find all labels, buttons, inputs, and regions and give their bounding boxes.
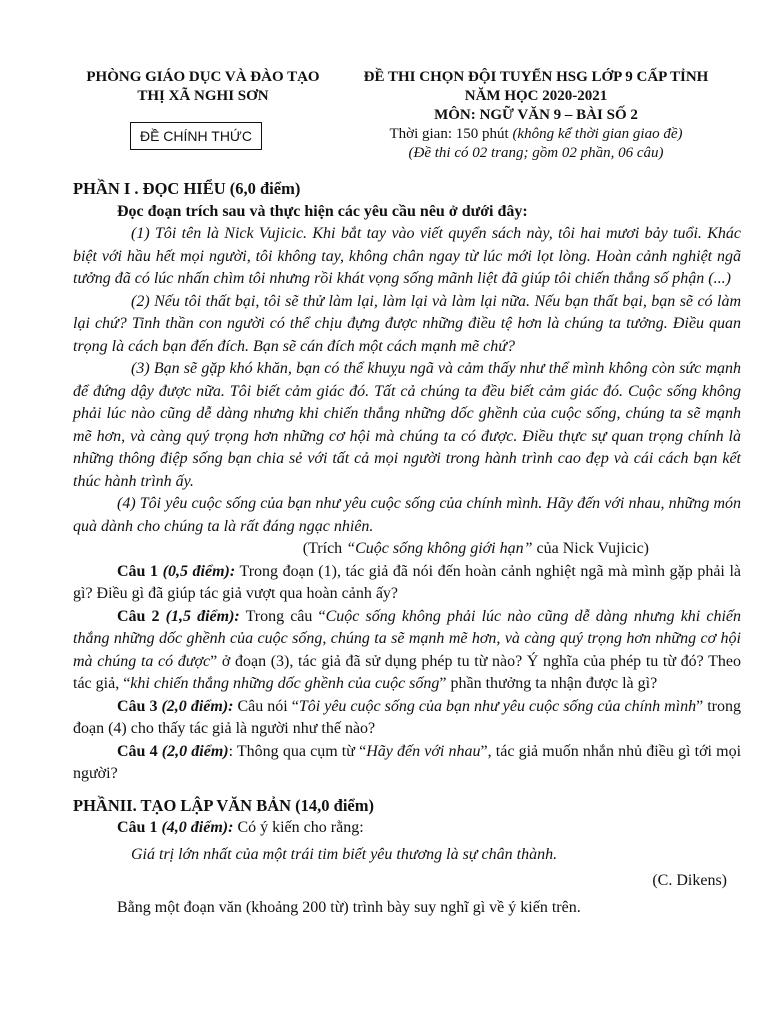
question-3-text-a: Câu nói “ xyxy=(233,697,299,715)
question-2-quote: Cuộc sống không phải lúc nào cũng dễ dàng nhưng khi chiến thắng những dốc ghềnh của cuộc sống, chúng ta sẽ mạnh mẽ hơn, và càng quý trọng hơn những cơ hội mà chúng ta có được xyxy=(73,607,741,670)
question-2-text-a: Trong câu “ xyxy=(239,607,326,625)
question-4-label: Câu 4 xyxy=(117,742,158,760)
question-4-text-a: : Thông qua cụm từ “ xyxy=(228,742,367,760)
question-4 xyxy=(73,741,741,786)
source-title: “Cuộc sống không giới hạn” xyxy=(346,540,533,557)
question-1 xyxy=(73,561,741,606)
part2-question-1-text: Có ý kiến cho rằng: xyxy=(233,819,364,836)
question-3-label: Câu 3 xyxy=(117,697,158,715)
passage-paragraph-2: (2) Nếu tôi thất bại, tôi sẽ thử làm lại, làm lại và làm lại nữa. Nếu bạn thất bại, bạn sẽ có làm lại chứ? Tinh thần con người có thể chịu đựng được những điều tệ hơn là chúng ta tưởng. Điều quan trọng là cách bạn đến đích. Bạn sẽ cán đích một cách mạnh mẽ chứ? xyxy=(73,292,741,355)
department-header xyxy=(62,68,344,106)
source-suffix: của Nick Vujicic) xyxy=(532,540,649,557)
subject-line: MÔN: NGỮ VĂN 9 – BÀI SỐ 2 xyxy=(434,107,638,123)
part2-question-1 xyxy=(73,817,741,840)
passage-paragraph-3: (3) Bạn sẽ gặp khó khăn, bạn có thể khuỵu ngã và cảm thấy như thể mình không còn sức mạnh để đứng dậy được nữa. Tôi biết cảm giác đó. Tất cả chúng ta đều biết cảm giác đó. Cuộc sống không phải lúc nào cũng dễ dàng nhưng khi chiến thắng những dốc ghềnh của cuộc sống, chúng ta sẽ mạnh mẽ hơn, và càng quý trọng hơn những cơ hội mà chúng ta có được. Điều thực sự quan trọng chính là những thông điệp sống bạn chia sẻ với tất cả mọi người trong hành trình cao đẹp và cái cách bạn kết thúc hành trình ấy. xyxy=(73,360,741,490)
town-name: THỊ XÃ NGHI SƠN xyxy=(137,88,269,104)
exam-title: ĐỀ THI CHỌN ĐỘI TUYỂN HSG LỚP 9 CẤP TỈNH xyxy=(363,69,709,85)
question-1-label: Câu 1 xyxy=(117,562,159,580)
opinion-quote: Giá trị lớn nhất của một trái tim biết yêu thương là sự chân thành. xyxy=(131,845,558,863)
question-1-points: (0,5 điểm): xyxy=(158,562,236,580)
question-2 xyxy=(73,606,741,696)
part2-title: PHẦNII. TẠO LẬP VĂN BẢN (14,0 điểm) xyxy=(73,795,374,815)
part1-title: PHẦN I . ĐỌC HIỂU (6,0 điểm) xyxy=(73,179,301,198)
exam-content xyxy=(73,178,741,919)
question-3-quote: Tôi yêu cuộc sống của bạn như yêu cuộc sống của chính mình xyxy=(298,697,697,715)
pages-note: (Đề thi có 02 trang; gồm 02 phần, 06 câu) xyxy=(408,145,664,161)
question-4-quote: Hãy đến với nhau xyxy=(366,742,481,760)
passage-paragraph-4: (4) Tôi yêu cuộc sống của bạn như yêu cuộc sống của chính mình. Hãy đến với nhau, những món quà dành cho chúng ta là rất đáng ngạc nhiên. xyxy=(73,495,741,535)
question-3 xyxy=(73,696,741,741)
quote-author: (C. Dikens) xyxy=(652,872,727,889)
question-4-text-b: ”, tác giả muốn nhắn nhủ điều gì tới mọi người? xyxy=(73,742,742,782)
time-prefix: Thời gian: 150 phút xyxy=(389,126,513,142)
exam-header xyxy=(316,68,756,163)
source-prefix: (Trích xyxy=(302,540,347,557)
question-2-quote-2: khi chiến thắng những dốc ghềnh của cuộc sống xyxy=(130,675,440,692)
department-name: PHÒNG GIÁO DỤC VÀ ĐÀO TẠO xyxy=(86,69,320,85)
passage-paragraph-1: (1) Tôi tên là Nick Vujicic. Khi bắt tay vào viết quyển sách này, tôi hai mươi bảy tuổi. Khác biệt với hầu hết mọi người, tôi không tay, không chân ngay từ lúc mới lọt lòng. Hoàn cảnh nghiệt ngã tưởng đã có lúc nhấn chìm tôi nhưng rồi khát vọng sống mãnh liệt đã giúp tôi chiến thắng số phận (...) xyxy=(73,225,741,287)
question-2-text-c: ” phần thưởng ta nhận được là gì? xyxy=(439,675,658,692)
question-4-points: (2,0 điểm) xyxy=(157,742,229,760)
part2-question-1-label: Câu 1 xyxy=(117,819,158,836)
question-2-label: Câu 2 xyxy=(117,607,160,625)
question-3-points: (2,0 điểm): xyxy=(157,697,234,715)
question-3-text-b: ” trong đoạn (4) cho thấy tác giả là người như thế nào? xyxy=(73,697,742,737)
official-exam-label: ĐỀ CHÍNH THỨC xyxy=(130,122,262,150)
question-2-points: (1,5 điểm): xyxy=(159,607,240,625)
part2-question-1-points: (4,0 điểm): xyxy=(157,819,234,836)
question-2-text-b: ” ở đoạn (3), tác giả đã sử dụng phép tu từ nào? Ý nghĩa của phép tu từ đó? Theo tác giả, “ xyxy=(73,652,741,692)
school-year: NĂM HỌC 2020-2021 xyxy=(464,88,608,104)
passage-source xyxy=(73,538,741,561)
time-line xyxy=(316,125,756,144)
part1-instruction: Đọc đoạn trích sau và thực hiện các yêu cầu nêu ở dưới đây: xyxy=(117,202,528,220)
question-1-text: Trong đoạn (1), tác giả đã nói đến hoàn cảnh nghiệt ngã mà mình gặp phải là gì? Điều gì đã giúp tác giả vượt qua hoàn cảnh ấy? xyxy=(73,562,742,602)
writing-task: Bằng một đoạn văn (khoảng 200 từ) trình bày suy nghĩ gì về ý kiến trên. xyxy=(117,898,581,916)
time-note: (không kể thời gian giao đề) xyxy=(512,126,683,142)
